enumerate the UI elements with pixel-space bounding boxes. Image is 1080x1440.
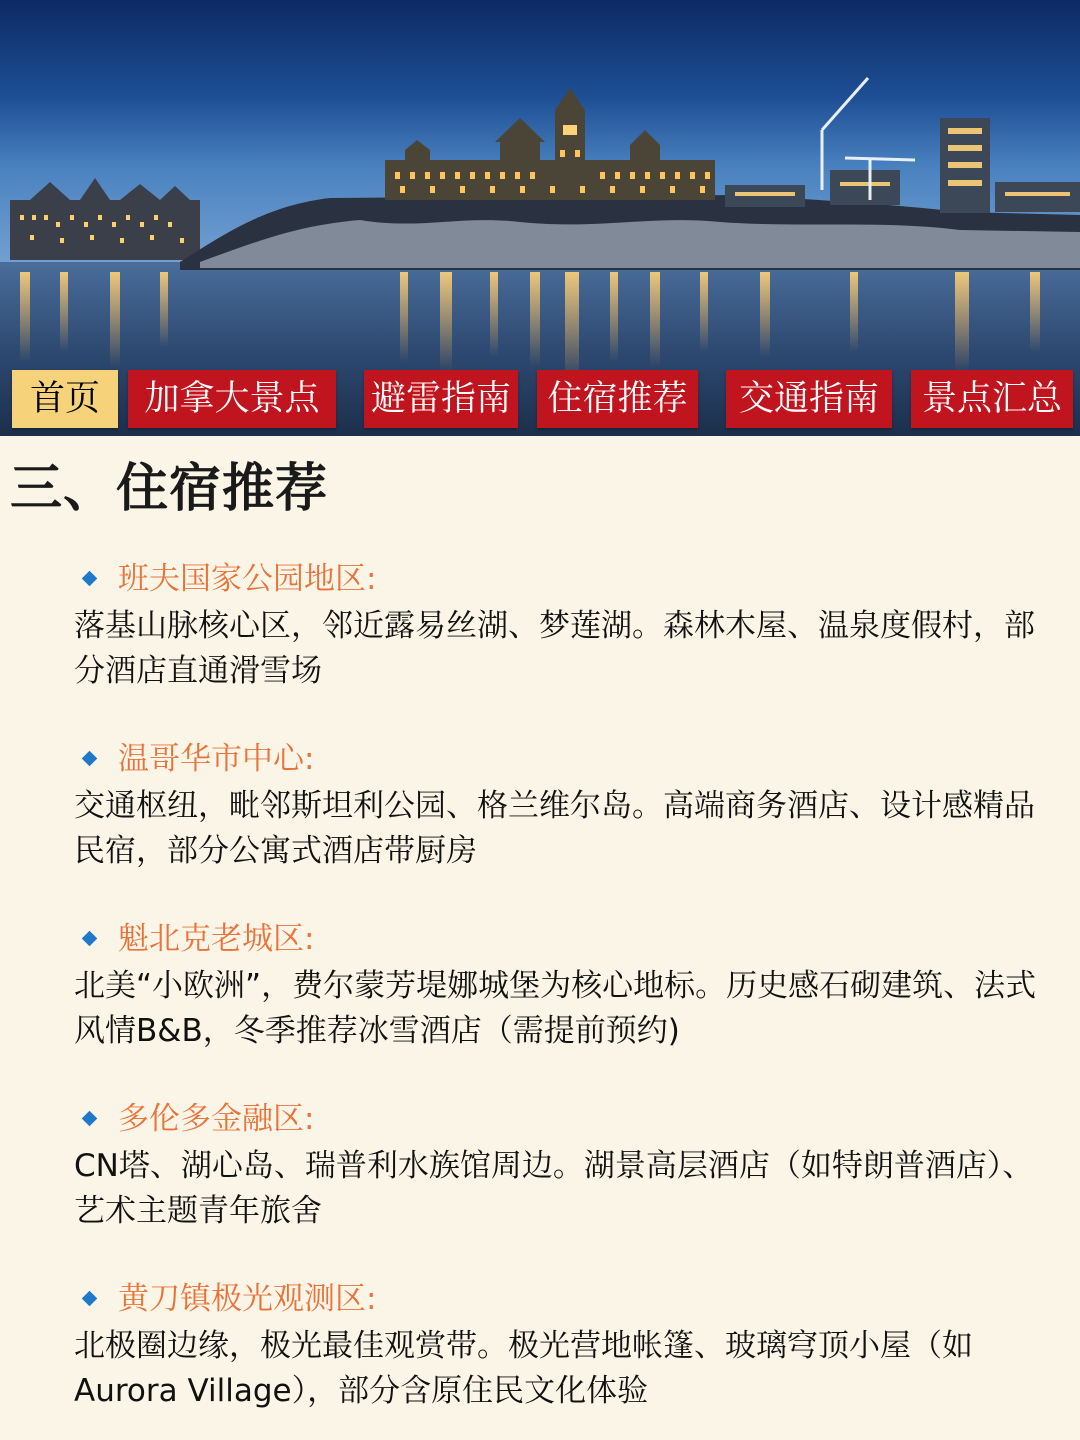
entry-title: 班夫国家公园地区: [118,561,377,597]
entry-header [74,1276,1054,1322]
diamond-bullet-icon [82,1111,98,1127]
entry-header [74,1096,1054,1142]
entry-description: 北极圈边缘，极光最佳观赏带。极光营地帐篷、玻璃穹顶小屋（如Aurora Village），部分含原住民文化体验 [74,1328,973,1409]
tab-transport-guide[interactable]: 交通指南 [726,370,892,428]
entry-description: 落基山脉核心区，邻近露易丝湖、梦莲湖。森林木屋、温泉度假村，部分酒店直通滑雪场 [74,608,1035,689]
entry-title: 魁北克老城区: [118,921,315,957]
tab-canada-attractions[interactable]: 加拿大景点 [128,370,336,428]
diamond-bullet-icon [82,931,98,947]
entry-description: CN塔、湖心岛、瑞普利水族馆周边。湖景高层酒店（如特朗普酒店）、艺术主题青年旅舍 [74,1148,1034,1229]
list-item [74,916,1054,1054]
tab-home[interactable]: 首页 [12,370,118,428]
entry-description: 北美“小欧洲”，费尔蒙芳堤娜城堡为核心地标。历史感石砌建筑、法式风情B&B，冬季推荐冰雪酒店（需提前预约) [74,968,1037,1049]
entry-header [74,916,1054,962]
entry-header [74,736,1054,782]
tab-accommodation[interactable]: 住宿推荐 [537,370,698,428]
entry-title: 黄刀镇极光观测区: [118,1281,377,1317]
section-title: 三、住宿推荐 [10,459,329,519]
diamond-bullet-icon [82,1291,98,1307]
entry-title: 多伦多金融区: [118,1101,315,1137]
entry-title: 温哥华市中心: [118,741,315,777]
diamond-bullet-icon [82,571,98,587]
diamond-bullet-icon [82,751,98,767]
tab-attractions-summary[interactable]: 景点汇总 [911,370,1073,428]
list-item [74,1276,1054,1414]
entry-header [74,556,1054,602]
top-nav [0,370,1080,432]
list-item [74,736,1054,874]
list-item [74,556,1054,694]
tab-pitfall-guide[interactable]: 避雷指南 [364,370,518,428]
list-item [74,1096,1054,1234]
entry-description: 交通枢纽，毗邻斯坦利公园、格兰维尔岛。高端商务酒店、设计感精品民宿，部分公寓式酒店带厨房 [74,788,1035,869]
